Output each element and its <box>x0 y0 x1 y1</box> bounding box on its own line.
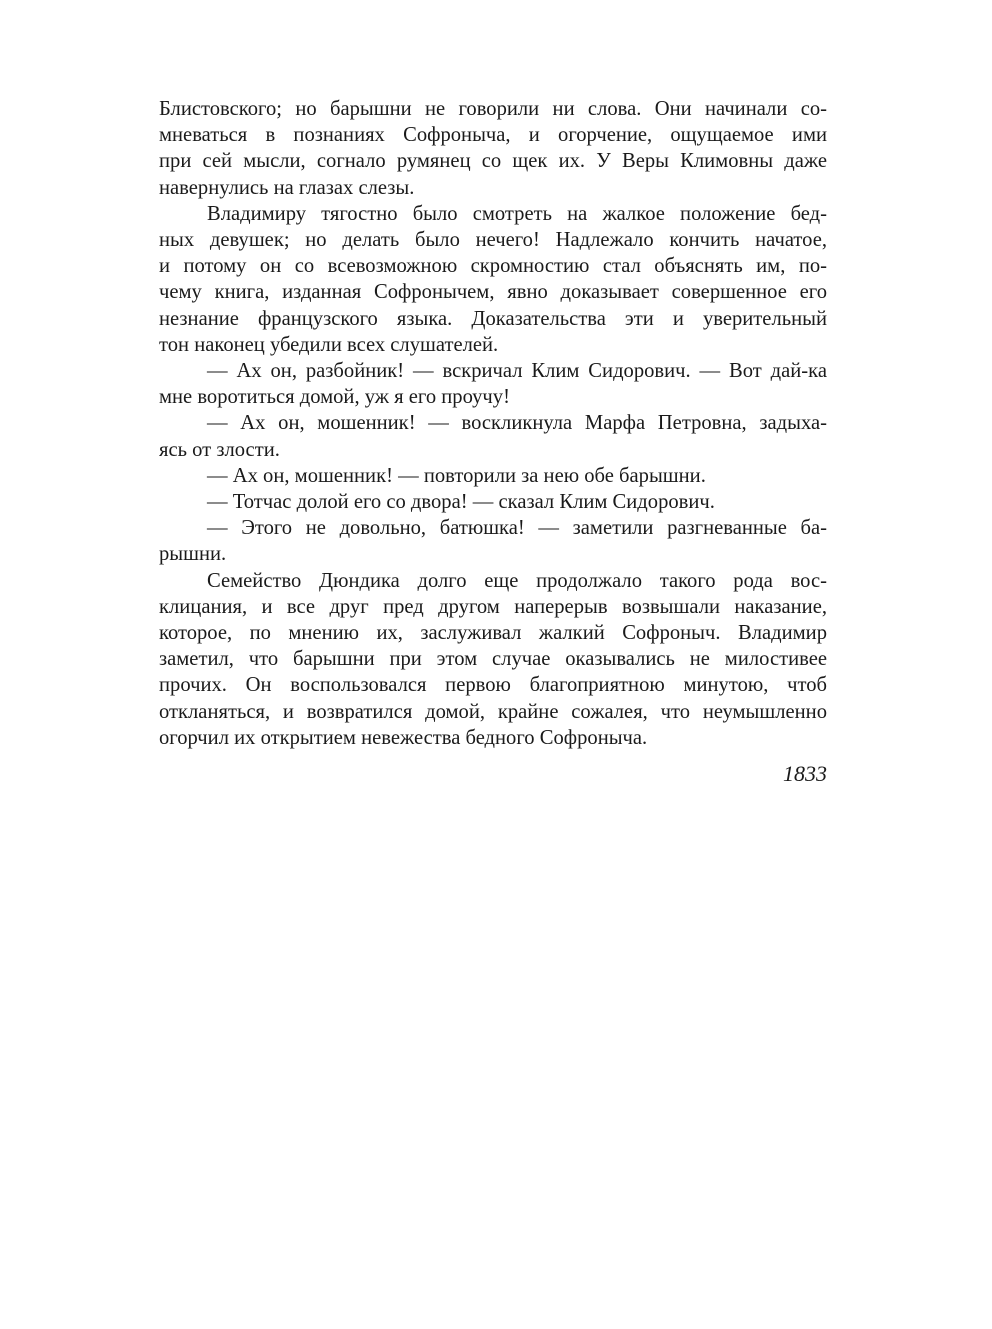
paragraph <box>159 96 827 201</box>
paragraph <box>159 201 827 358</box>
paragraph <box>159 463 827 489</box>
text-line: заметил, что барышни при этом случае оказывались не милостивее <box>159 648 827 671</box>
text-line: — Ах он, мошенник! — повторили за нею обе барышни. <box>207 464 706 487</box>
text-line: Блистовского; но барышни не говорили ни слова. Они начинали со- <box>159 98 827 120</box>
paragraph <box>159 489 827 515</box>
text-line: Владимиру тягостно было смотреть на жалкое положение бед- <box>207 202 827 225</box>
text-line: — Ах он, разбойник! — вскричал Клим Сидорович. — Вот дай-ка <box>207 360 827 383</box>
text-line: и потому он со всевозможною скромностию стал объяснять им, по- <box>159 255 827 278</box>
text-line: — Тотчас долой его со двора! — сказал Клим Сидорович. <box>207 491 715 514</box>
text-line: мне воротиться домой, уж я его проучу! <box>159 386 510 409</box>
text-line: мневаться в познаниях Софроныча, и огорчение, ощущаемое ими <box>159 124 827 147</box>
text-line: тон наконец убедили всех слушателей. <box>159 333 499 356</box>
text-line: ясь от злости. <box>159 438 280 461</box>
text-line: откланяться, и возвратился домой, крайне сожалея, что неумышленно <box>159 700 827 723</box>
text-line: клицания, и все друг пред другом наперерыв возвышали наказание, <box>159 595 827 618</box>
paragraph <box>159 515 827 567</box>
text-line: Семейство Дюндика долго еще продолжало такого рода вос- <box>207 569 827 592</box>
text-line: — Ах он, мошенник! — воскликнула Марфа Петровна, задыха- <box>207 412 827 435</box>
paragraph <box>159 410 827 462</box>
text-line: при сей мысли, согнало румянец со щек их. У Веры Климовны даже <box>159 150 827 173</box>
text-line: чему книга, изданная Софронычем, явно доказывает совершенное его <box>159 281 827 304</box>
text-line: — Этого не довольно, батюшка! — заметили разгневанные ба- <box>207 517 827 540</box>
text-line: огорчил их открытием невежества бедного Софроныча. <box>159 726 648 749</box>
text-line: прочих. Он воспользовался первою благоприятною минутою, чтоб <box>159 674 827 697</box>
text-line: незнание французского языка. Доказательства эти и уверительный <box>159 307 827 330</box>
paragraph <box>159 358 827 410</box>
text-line: рышни. <box>159 543 227 566</box>
text-line: ных девушек; но делать было нечего! Надлежало кончить начатое, <box>159 229 827 252</box>
text-line: которое, по мнению их, заслуживал жалкий Софроныч. Владимир <box>159 622 827 645</box>
date-signature: 1833 <box>783 761 827 786</box>
paragraph <box>159 568 827 751</box>
body-text <box>159 96 827 751</box>
text-line: навернулись на глазах слезы. <box>159 176 415 199</box>
